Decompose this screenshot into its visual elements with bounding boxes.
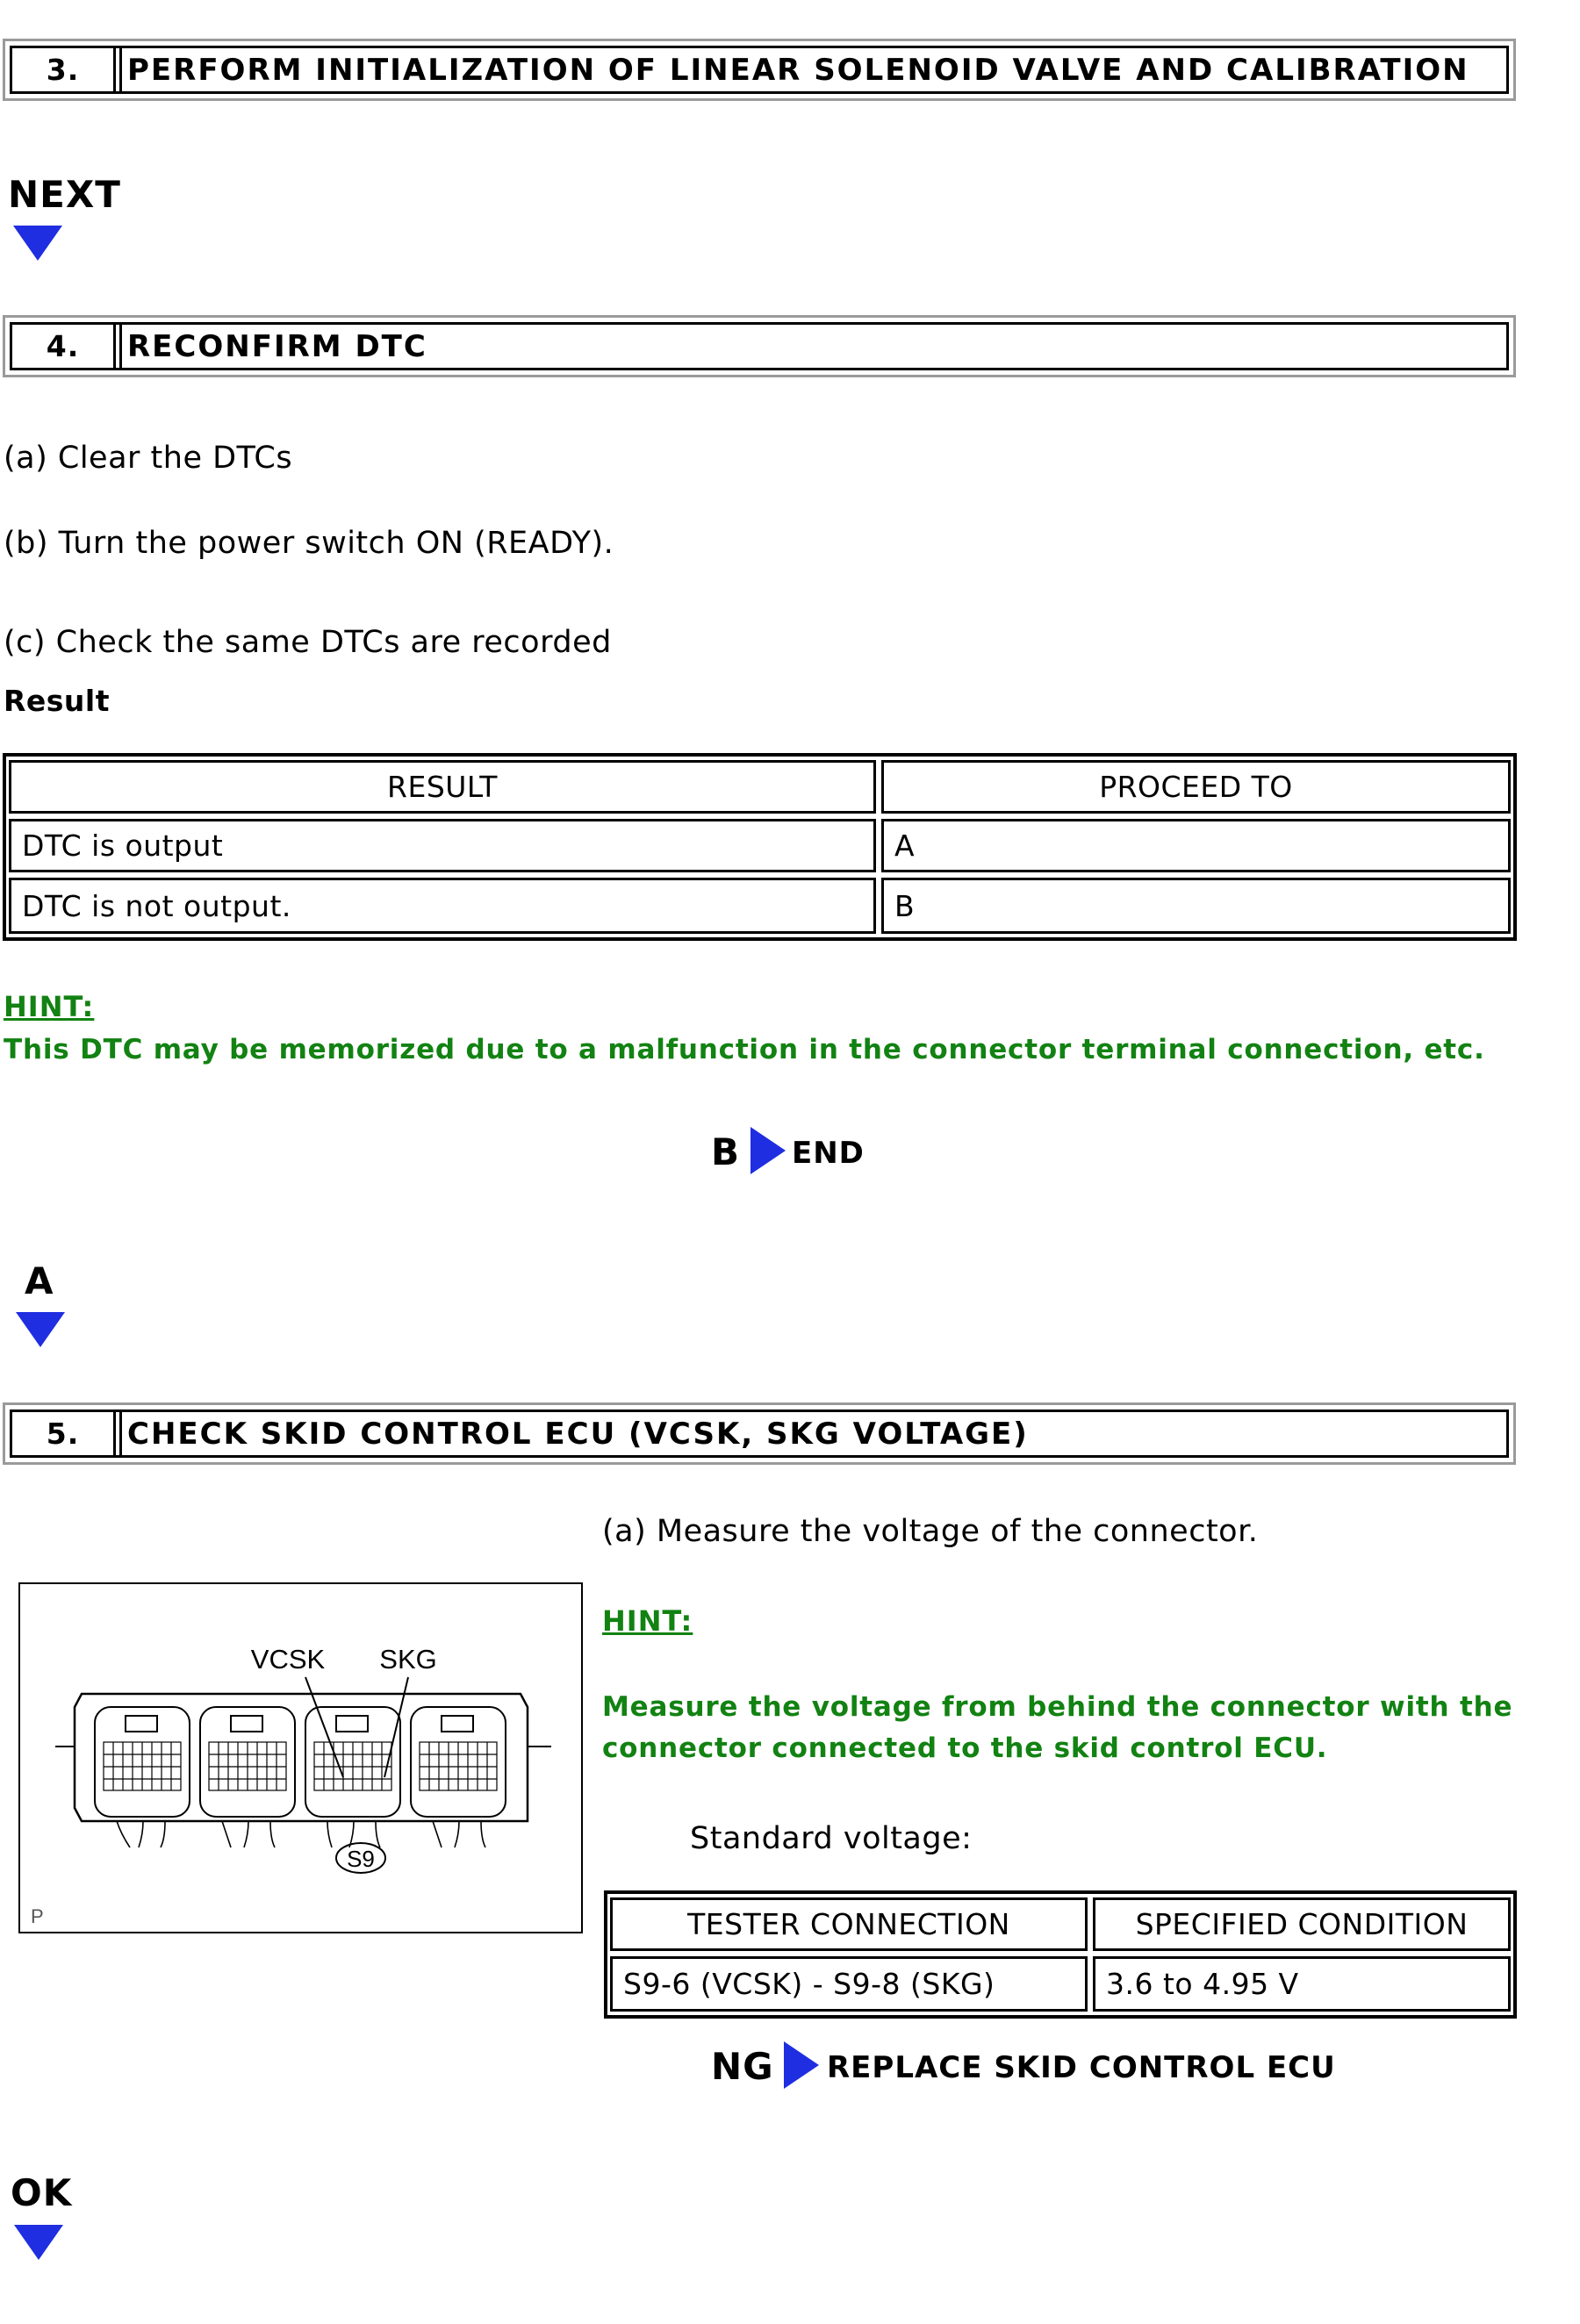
table-header-tester: TESTER CONNECTION: [610, 1897, 1088, 1951]
table-cell: DTC is output: [9, 819, 876, 872]
step-number: 4.: [12, 325, 116, 368]
step-5-header: [3, 1402, 1516, 1465]
table-header-proceed: PROCEED TO: [881, 760, 1511, 814]
hint-line-2: connector connected to the skid control ECU.: [602, 1732, 1328, 1764]
connector-illustration: [20, 1584, 581, 1932]
step-title: CHECK SKID CONTROL ECU (VCSK, SKG VOLTAGE): [119, 1412, 1506, 1455]
instruction-b: (b) Turn the power switch ON (READY).: [4, 526, 614, 561]
label-skg: SKG: [379, 1644, 437, 1675]
hint-text: This DTC may be memorized due to a malfunction in the connector terminal connection, etc.: [4, 1034, 1485, 1065]
down-arrow-icon: [16, 1312, 65, 1347]
down-arrow-icon: [13, 226, 62, 261]
table-cell: DTC is not output.: [9, 878, 876, 934]
table-header-condition: SPECIFIED CONDITION: [1093, 1897, 1511, 1951]
connector-diagram: [18, 1582, 583, 1933]
table-cell: B: [881, 878, 1511, 934]
table-header-result: RESULT: [9, 760, 876, 814]
hint-title: HINT:: [602, 1604, 693, 1638]
right-arrow-icon: [750, 1127, 786, 1174]
table-cell: S9-6 (VCSK) - S9-8 (SKG): [610, 1956, 1088, 2012]
branch-b-target[interactable]: END: [792, 1136, 865, 1171]
step-number: 5.: [12, 1412, 116, 1455]
a-label: A: [25, 1259, 54, 1302]
down-arrow-icon: [14, 2225, 63, 2260]
step-number: 3.: [12, 48, 116, 91]
step-title: PERFORM INITIALIZATION OF LINEAR SOLENOID VALVE AND CALIBRATION: [119, 48, 1506, 91]
step-title: RECONFIRM DTC: [119, 325, 1506, 368]
label-vcsk: VCSK: [250, 1644, 326, 1675]
diagram-corner-label: P: [31, 1905, 44, 1927]
instruction-a: (a) Clear the DTCs: [4, 441, 293, 476]
result-label: Result: [4, 684, 111, 718]
branch-b-label: B: [711, 1130, 741, 1173]
table-cell: A: [881, 819, 1511, 872]
hint-title: HINT:: [4, 990, 95, 1023]
step-3-header: [3, 39, 1516, 101]
branch-ng-label: NG: [711, 2045, 774, 2088]
ok-label: OK: [11, 2171, 73, 2214]
instruction-c: (c) Check the same DTCs are recorded: [4, 625, 612, 660]
right-arrow-icon: [784, 2041, 819, 2089]
table-cell: 3.6 to 4.95 V: [1093, 1956, 1511, 2012]
hint-line-1: Measure the voltage from behind the connector with the: [602, 1691, 1513, 1723]
step-4-header: [3, 315, 1516, 377]
connector-label: S9: [347, 1846, 375, 1872]
instruction-a: (a) Measure the voltage of the connector.: [602, 1514, 1259, 1549]
standard-voltage-label: Standard voltage:: [690, 1821, 973, 1856]
next-label: NEXT: [8, 173, 121, 216]
branch-ng-target[interactable]: REPLACE SKID CONTROL ECU: [827, 2050, 1336, 2085]
